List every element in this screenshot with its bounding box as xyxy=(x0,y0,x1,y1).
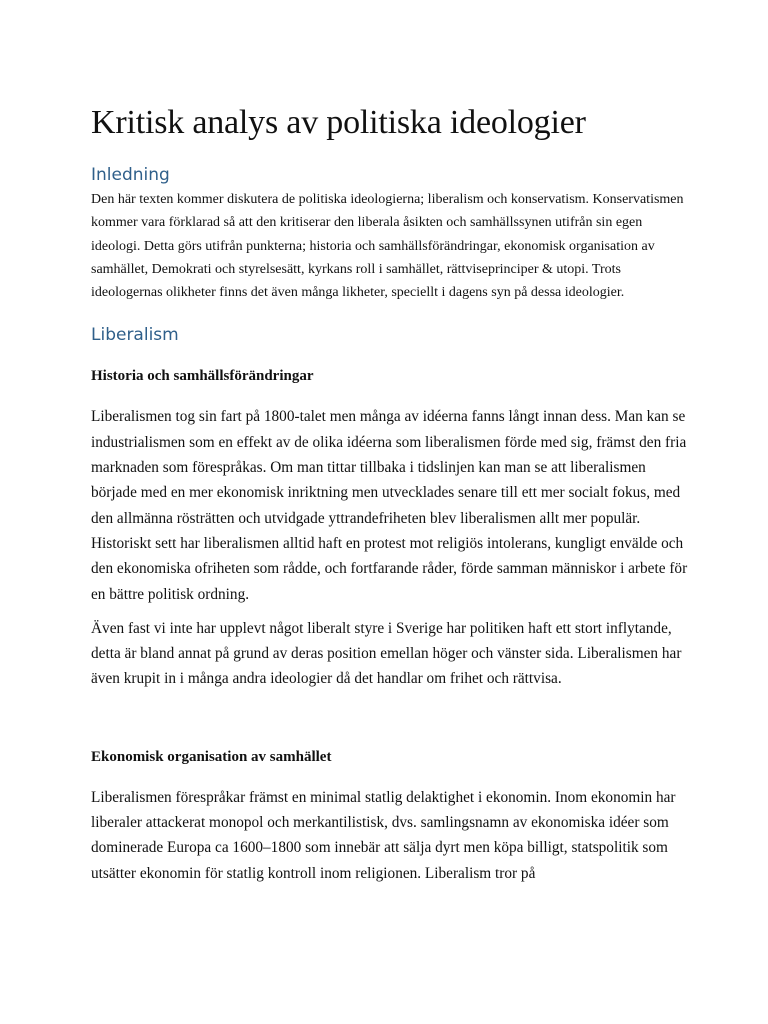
subheading-historia: Historia och samhällsförändringar xyxy=(91,368,314,385)
historia-paragraph-1: Liberalismen tog sin fart på 1800-talet men många av idéerna fanns långt innan dess. Man kan se industrialismen som en effekt av de olika idéerna som liberalismen förde med sig, främst den fria marknaden som förespråkas. Om man tittar tillbaka i tidslinjen kan man se att liberalismen började med en mer ekonomisk inriktning men utvecklades senare till ett mer socialt fokus, med den allmänna rösträtten och utvidgade yttrandefriheten blev liberalismen allt mer populär. Historiskt sett har liberalismen alltid haft en protest mot religiös intolerans, kungligt envälde och den ekonomiska ofriheten som rådde, och fortfarande råder, förde samman människor i arbete för en bättre politisk ordning. xyxy=(91,408,688,603)
section-inledning xyxy=(91,164,691,304)
inledning-text: Den här texten kommer diskutera de politiska ideologierna; liberalism och konservatism. Konservatismen kommer vara förklarad så att den kritiserar den liberala åsikten och samhällssynen utifrån sin egen ideologi. Detta görs utifrån punkterna; historia och samhällsförändringar, ekonomisk organisation av samhället, Demokrati och styrelsesätt, kyrkans roll i samhället, rättviseprinciper & utopi. Trots ideologernas olikheter finns det även många likheter, speciellt i dagens syn på dessa ideologier. xyxy=(91,192,684,301)
ekonomi-paragraph-1: Liberalismen förespråkar främst en minimal statlig delaktighet i ekonomin. Inom ekonomin har liberaler attackerat monopol och merkantilistisk, dvs. samlingsnamn av ekonomiska idéer som dominerade Europa ca 1600–1800 som innebär att sälja dyrt men köpa billigt, statspolitik som utsätter ekonomin för statlig kontroll inom religionen. Liberalism tror på xyxy=(91,788,676,882)
heading-liberalism: Liberalism xyxy=(91,325,179,346)
document-page xyxy=(91,100,691,895)
heading-inledning: Inledning xyxy=(91,165,170,185)
section-liberalism xyxy=(91,324,691,885)
historia-paragraph-2: Även fast vi inte har upplevt något liberalt styre i Sverige har politiken haft ett stort inflytande, detta är bland annat på grund av deras position emellan höger och vänster sida. Liberalismen har även krupit in i många andra ideologier då det handlar om frihet och rättvisa. xyxy=(91,619,682,688)
subheading-ekonomi: Ekonomisk organisation av samhället xyxy=(91,748,332,765)
document-title: Kritisk analys av politiska ideologier xyxy=(91,104,586,141)
